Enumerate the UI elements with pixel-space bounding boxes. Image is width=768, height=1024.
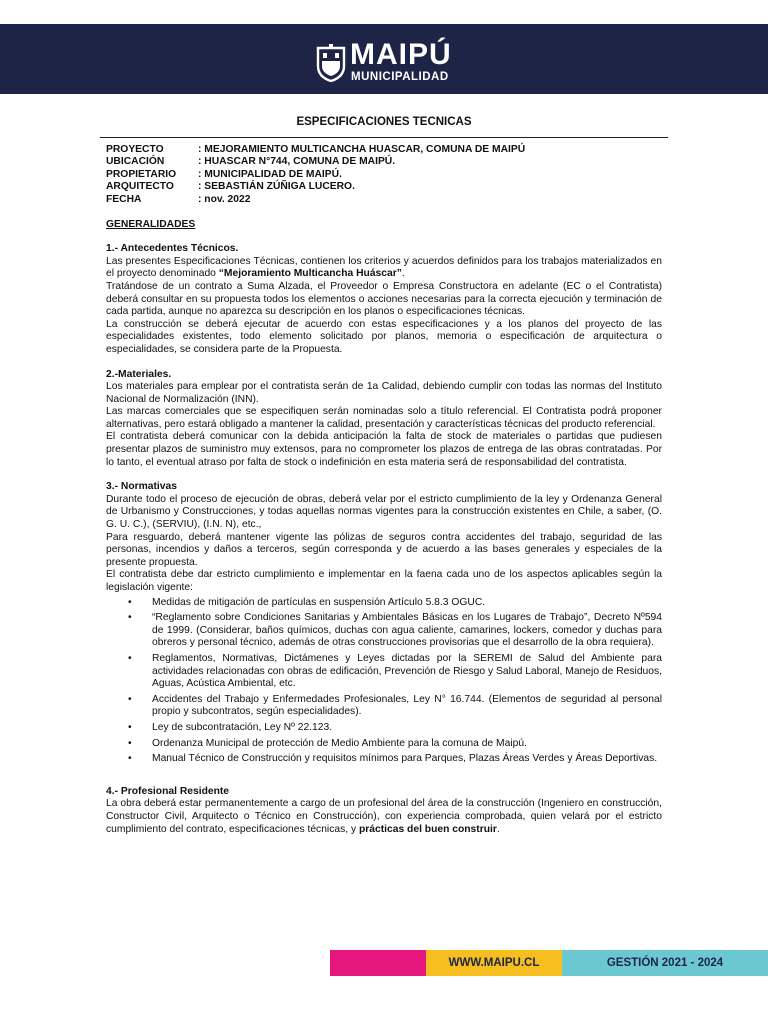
meta-row [106, 156, 662, 169]
list-item: • Ley de subcontratación, Ley Nº 22.123. [152, 722, 662, 735]
list-item: • Manual Técnico de Construcción y requisitos mínimos para Parques, Plazas Áreas Verdes y Áreas Deportivas. [152, 753, 662, 766]
meta-value: : SEBASTIÁN ZÚÑIGA LUCERO. [198, 181, 355, 193]
section-3-paragraph: Durante todo el proceso de ejecución de obras, deberá velar por el estricto cumplimiento de la ley y Ordenanza General de Urbanismo y Construcciones, y todas aquellas normas vigentes para la construcción existentes en Chile, a saber, (O. G. U. C.), (SERVIU), (I.N. N), etc., [106, 493, 662, 531]
section-3-heading: 3.- Normativas [106, 481, 177, 493]
emphasis-text: prácticas del buen construir [358, 823, 497, 835]
section-2-paragraph: El contratista deberá comunicar con la debida anticipación la falta de stock de materiales o partidas que pudiesen presentar plazos de suministro muy extensos, para no comprometer los plazos de entrega de las obras contratadas. Por lo tanto, el eventual atraso por falta de stock o indefinición en esta materia será de responsabilidad del contratista. [106, 431, 662, 468]
section-2-paragraph: Los materiales para emplear por el contratista serán de 1a Calidad, debiendo cumplir con todas las normas del Instituto Nacional de Normalización (INN). [106, 381, 662, 405]
page-footer [330, 950, 768, 976]
section-2-paragraph: Las marcas comerciales que se especifiquen serán nominadas solo a título referencial. El Contratista podrá proponer alternativas, pero estará obligado a mantener la calidad, presentación y características técnicas del producto referencial. [106, 406, 662, 430]
section-4-paragraph [106, 798, 662, 836]
meta-value: : MUNICIPALIDAD DE MAIPÚ. [198, 168, 342, 180]
footer-website: WWW.MAIPU.CL [426, 950, 562, 976]
meta-key: PROPIETARIO [106, 168, 177, 180]
section-3-paragraph: Para resguardo, deberá mantener vigente las pólizas de seguros contra accidentes del trabajo, seguridad de las personas, incendios y daños a terceros, según corresponda y de acuerdo a las bases generales y especiales de la presente propuesta. [106, 531, 662, 568]
document-body [106, 114, 662, 836]
list-item: • Ordenanza Municipal de protección de Medio Ambiente para la comuna de Maipú. [152, 738, 662, 751]
text-run: La obra deberá estar permanentemente a cargo de un profesional del área de la construcción (Ingeniero en construcción, Constructor Civil, Arquitecto o Técnico en Construcción), con experiencia comprobada, quien velará por el estricto cumplimiento del contrato, especificaciones técnicas, y [106, 798, 662, 835]
section-4-heading: 4.- Profesional Residente [106, 785, 230, 797]
meta-row [106, 169, 662, 182]
title-divider [100, 137, 668, 138]
section-1-paragraph: La construcción se deberá ejecutar de acuerdo con estas especificaciones y a los planos del proyecto de las especialidades existentes, todo elemento solicitado por planos, memoria o especificación de arquitectura o especialidades, se considera parte de la Propuesta. [106, 318, 662, 355]
section-3-paragraph: El contratista debe dar estricto cumplimiento e implementar en la faena cada uno de los aspectos aplicables según la legislación vigente: [106, 569, 662, 593]
footer-pink-band [330, 950, 426, 976]
section-1-heading: 1.- Antecedentes Técnicos. [106, 243, 239, 255]
document-title: ESPECIFICACIONES TECNICAS [296, 116, 472, 128]
project-metadata [106, 144, 662, 207]
meta-row [106, 194, 662, 207]
text-run: . [401, 268, 405, 280]
list-item: • Reglamentos, Normativas, Dictámenes y Leyes dictadas por la SEREMI de Salud del Ambiente para actividades relacionadas con obras de edificación, Prevención de Riesgo y Salud Laboral, Manejo de Residuos, Aguas, Acústica Ambiental, etc. [152, 653, 662, 691]
brand-name: MAIPÚ [350, 38, 452, 71]
list-item: • Accidentes del Trabajo y Enfermedades Profesionales, Ley N° 16.744. (Elementos de seguridad al personal propio y subcontratos, según especialidades). [152, 694, 662, 719]
footer-gestion: GESTIÓN 2021 - 2024 [562, 950, 768, 976]
list-item: • “Reglamento sobre Condiciones Sanitarias y Ambientales Básicas en los Lugares de Trabajo”, Decreto Nº594 de 1999. (Considerar, baños químicos, duchas con agua caliente, camarines, lockers, comedor y duchas para obreros y personal técnico, además de otras construcciones provisorias que el desarrollo de la obra requiera). [152, 612, 662, 650]
list-item: • Medidas de mitigación de partículas en suspensión Artículo 5.8.3 OGUC. [152, 597, 662, 610]
meta-key: PROYECTO [106, 143, 164, 155]
meta-value: : MEJORAMIENTO MULTICANCHA HUASCAR, COMUNA DE MAIPÚ [198, 143, 526, 155]
text-run: Las presentes Especificaciones Técnicas, contienen los criterios y acuerdos definidos para los trabajos materializados en el proyecto denominado [106, 255, 662, 280]
generalidades-heading: GENERALIDADES [106, 218, 196, 230]
regulations-list [106, 597, 662, 766]
meta-key: FECHA [106, 193, 142, 205]
meta-key: UBICACIÓN [106, 156, 165, 168]
section-1-paragraph [106, 256, 662, 281]
meta-key: ARQUITECTO [106, 181, 174, 193]
section-2-heading: 2.-Materiales. [106, 368, 172, 380]
text-run: . [496, 823, 500, 835]
section-1-paragraph: Tratándose de un contrato a Suma Alzada, el Proveedor o Empresa Constructora en adelante (EC o el Contratista) deberá consultar en su propuesta todos los elementos o acciones necesarias para la correcta ejecución y terminación de cada partida, aunque no aparezca su descripción en los planos o especificaciones técnicas. [106, 280, 662, 318]
meta-value: : nov. 2022 [198, 193, 251, 205]
meta-row [106, 181, 662, 194]
municipal-shield-icon [316, 44, 346, 82]
brand-subtitle: MUNICIPALIDAD [351, 71, 449, 83]
meta-value: : HUASCAR N°744, COMUNA DE MAIPÚ. [198, 156, 396, 168]
meta-row [106, 144, 662, 157]
project-name-emphasis: “Mejoramiento Multicancha Huáscar” [218, 268, 402, 280]
